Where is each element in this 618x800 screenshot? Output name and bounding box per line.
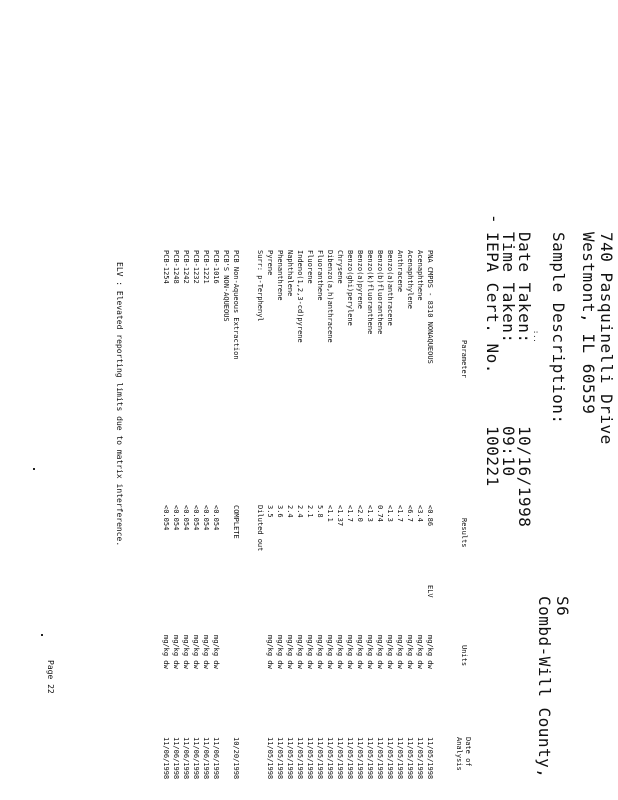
- parameter-cell: Fluoranthene: [316, 250, 324, 301]
- date-cell: 11/06/1998: [202, 737, 210, 780]
- unit-cell: mg/kg dw: [296, 635, 304, 669]
- col-parameter: Parameter: [460, 340, 468, 378]
- unit-cell: mg/kg dw: [162, 635, 170, 669]
- parameter-cell: PNA CMPDS - 8310 NONAQUEOUS: [426, 250, 434, 364]
- date-cell: 11/05/1998: [346, 737, 354, 780]
- result-cell: 2.1: [306, 505, 314, 518]
- date-taken-label: Date Taken:: [515, 232, 534, 344]
- cert-value: 100221: [483, 426, 502, 487]
- unit-cell: mg/kg dw: [212, 635, 220, 669]
- unit-cell: mg/kg dw: [172, 635, 180, 669]
- unit-cell: mg/kg dw: [306, 635, 314, 669]
- unit-cell: mg/kg dw: [416, 635, 424, 669]
- date-cell: 11/06/1998: [172, 737, 180, 780]
- col-results: Results: [460, 518, 468, 548]
- stray-mark: [33, 468, 35, 470]
- parameter-cell: Benzo(k)fluoranthene: [366, 250, 374, 335]
- unit-cell: mg/kg dw: [346, 635, 354, 669]
- unit-cell: mg/kg dw: [366, 635, 374, 669]
- result-cell: <1.7: [396, 505, 404, 522]
- footer-note: ELV : Elevated reporting limits due to matrix interference.: [115, 262, 124, 547]
- col-date-line1: Date of: [464, 737, 472, 767]
- unit-cell: mg/kg dw: [192, 635, 200, 669]
- parameter-cell: Acenaphthene: [416, 250, 424, 301]
- result-cell: <0.054: [172, 505, 180, 531]
- col-units: Units: [460, 645, 468, 667]
- result-cell: <3.4: [416, 505, 424, 522]
- date-cell: 11/05/1998: [416, 737, 424, 780]
- date-cell: 11/06/1998: [162, 737, 170, 780]
- result-cell: <0.054: [162, 505, 170, 531]
- parameter-cell: Chrysene: [336, 250, 344, 284]
- parameter-cell: PCB'S NON-AQUEOUS: [222, 250, 230, 322]
- date-cell: 11/05/1998: [276, 737, 284, 780]
- parameter-cell: PCB-1254: [162, 250, 170, 284]
- result-cell: 3.6: [276, 505, 284, 518]
- result-cell: <0.054: [202, 505, 210, 531]
- result-cell: <0.86: [426, 505, 434, 527]
- sample-location: Combd-Will County,: [535, 596, 554, 779]
- result-cell: <1.3: [366, 505, 374, 522]
- address-line-1: 740 Pasquinelli Drive: [597, 232, 616, 445]
- col-date-line2: Analysis: [455, 737, 463, 771]
- result-cell: Diluted out: [256, 505, 264, 552]
- unit-cell: mg/kg dw: [266, 635, 274, 669]
- parameter-cell: Acenaphthylene: [406, 250, 414, 310]
- date-cell: 11/05/1998: [386, 737, 394, 780]
- date-cell: 11/05/1998: [396, 737, 404, 780]
- parameter-cell: Pyrene: [266, 250, 274, 276]
- unit-cell: mg/kg dw: [386, 635, 394, 669]
- date-cell: 11/05/1998: [366, 737, 374, 780]
- parameter-cell: Fluorene: [306, 250, 314, 284]
- unit-cell: mg/kg dw: [336, 635, 344, 669]
- unit-cell: mg/kg dw: [286, 635, 294, 669]
- result-cell: <0.054: [212, 505, 220, 531]
- unit-cell: mg/kg dw: [202, 635, 210, 669]
- result-cell: <0.054: [182, 505, 190, 531]
- unit-cell: mg/kg dw: [426, 635, 434, 669]
- address-line-2: Westmont, IL 60559: [579, 232, 598, 415]
- date-cell: 10/20/1998: [232, 737, 240, 780]
- result-cell: <2.0: [356, 505, 364, 522]
- unit-cell: mg/kg dw: [376, 635, 384, 669]
- parameter-cell: PCB-1221: [202, 250, 210, 284]
- unit-cell: mg/kg dw: [276, 635, 284, 669]
- parameter-cell: Surr: p-Terphenyl: [256, 250, 264, 322]
- unit-cell: mg/kg dw: [356, 635, 364, 669]
- result-cell: 5.8: [316, 505, 324, 518]
- flag-cell: ELV: [426, 585, 434, 598]
- result-cell: 0.74: [376, 505, 384, 522]
- result-cell: <1.37: [336, 505, 344, 527]
- parameter-cell: Dibenzo(a,h)anthracene: [326, 250, 334, 343]
- date-cell: 11/05/1998: [406, 737, 414, 780]
- parameter-cell: Phenanthrene: [276, 250, 284, 301]
- date-cell: 11/05/1998: [306, 737, 314, 780]
- bullet-mark: -: [485, 214, 504, 225]
- date-cell: 11/05/1998: [266, 737, 274, 780]
- date-cell: 11/06/1998: [192, 737, 200, 780]
- result-cell: 2.4: [296, 505, 304, 518]
- time-taken-label: Time Taken:: [499, 232, 518, 344]
- unit-cell: mg/kg dw: [316, 635, 324, 669]
- date-cell: 11/05/1998: [326, 737, 334, 780]
- result-cell: <1.7: [346, 505, 354, 522]
- parameter-cell: PCB Non-Aqueous Extraction: [232, 250, 240, 360]
- date-cell: 11/05/1998: [316, 737, 324, 780]
- unit-cell: mg/kg dw: [326, 635, 334, 669]
- cert-label: IEPA Cert. No.: [483, 232, 502, 374]
- parameter-cell: PCB-1232: [192, 250, 200, 284]
- unit-cell: mg/kg dw: [182, 635, 190, 669]
- parameter-cell: PCB-1248: [172, 250, 180, 284]
- page-number: Page 22: [46, 660, 55, 694]
- parameter-cell: Anthracene: [396, 250, 404, 293]
- parameter-cell: Naphthalene: [286, 250, 294, 297]
- ellipsis-mark: :..: [532, 330, 540, 343]
- parameter-cell: PCB-1016: [212, 250, 220, 284]
- unit-cell: mg/kg dw: [406, 635, 414, 669]
- date-taken-value: 10/16/1998: [515, 426, 534, 528]
- result-cell: 3.5: [266, 505, 274, 518]
- result-cell: 2.4: [286, 505, 294, 518]
- sample-description-label: Sample Description:: [549, 232, 568, 425]
- date-cell: 11/06/1998: [182, 737, 190, 780]
- result-cell: <0.054: [192, 505, 200, 531]
- date-cell: 11/05/1998: [426, 737, 434, 780]
- date-cell: 11/05/1998: [286, 737, 294, 780]
- result-cell: COMPLETE: [232, 505, 240, 539]
- time-taken-value: 09:10: [499, 426, 518, 477]
- sample-id: S6: [553, 596, 572, 617]
- parameter-cell: PCB-1242: [182, 250, 190, 284]
- date-cell: 11/05/1998: [356, 737, 364, 780]
- parameter-cell: Benzo(a)pyrene: [356, 250, 364, 310]
- result-cell: <1.1: [326, 505, 334, 522]
- result-cell: <1.3: [386, 505, 394, 522]
- date-cell: 11/06/1998: [212, 737, 220, 780]
- date-cell: 11/05/1998: [336, 737, 344, 780]
- parameter-cell: Benzo(ghi)perylene: [346, 250, 354, 326]
- date-cell: 11/05/1998: [376, 737, 384, 780]
- result-cell: <6.7: [406, 505, 414, 522]
- date-cell: 11/05/1998: [296, 737, 304, 780]
- stray-mark: [41, 634, 43, 636]
- unit-cell: mg/kg dw: [396, 635, 404, 669]
- parameter-cell: Benzo(b)fluoranthene: [376, 250, 384, 335]
- parameter-cell: Benzo(a)anthracene: [386, 250, 394, 326]
- parameter-cell: Indeno(1,2,3-cd)pyrene: [296, 250, 304, 343]
